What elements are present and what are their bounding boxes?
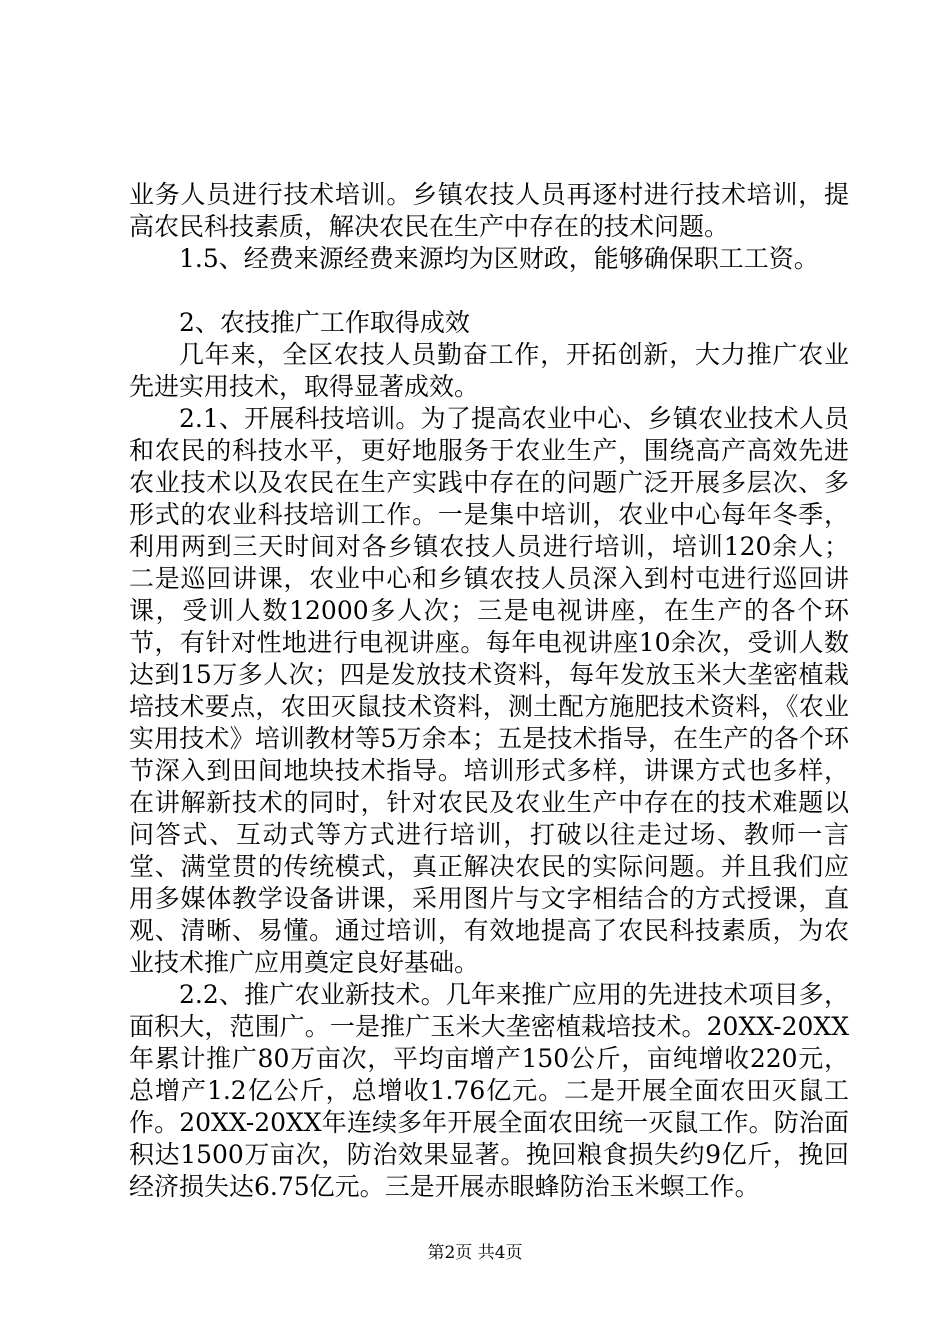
paragraph-tech-training: 2.1、开展科技培训。为了提高农业中心、乡镇农业技术人员和农民的科技水平，更好地服务于农业生产，围绕高产高效先进农业技术以及农民在生产实践中存在的问题广泛开展多层次、多形式的农业科技培训工作。一是集中培训，农业中心每年冬季，利用两到三天时间对各乡镇农技人员进行培训，培训120余人；二是巡回讲课，农业中心和乡镇农技人员深入到村屯进行巡回讲课，受训人数12000多人次；三是电视讲座，在生产的各个环节，有针对性地进行电视讲座。每年电视讲座10余次，受训人数达到15万多人次；四是发放技术资料，每年发放玉米大垄密植栽培技术要点，农田灭鼠技术资料，测土配方施肥技术资料，《农业实用技术》培训教材等5万余本；五是技术指导，在生产的各个环节深入到田间地块技术指导。培训形式多样，讲课方式也多样，在讲解新技术的同时，针对农民及农业生产中存在的技术难题以问答式、互动式等方式进行培训，打破以往走过场、教师一言堂、满堂贯的传统模式，真正解决农民的实际问题。并且我们应用多媒体教学设备讲课，采用图片与文字相结合的方式授课，直观、清晰、易懂。通过培训，有效地提高了农民科技素质，为农业技术推广应用奠定良好基础。 [129, 404, 849, 977]
section-heading-achievements: 2、农技推广工作取得成效 [179, 308, 470, 337]
paragraph-continued-training: 业务人员进行技术培训。乡镇农技人员再逐村进行技术培训，提高农民科技素质，解决农民在生产中存在的技术问题。 [129, 180, 849, 241]
paragraph-funding-source: 1.5、经费来源经费来源均为区财政，能够确保职工工资。 [179, 244, 819, 273]
document-body [129, 179, 849, 1203]
paragraph-new-tech-promotion: 2.2、推广农业新技术。几年来推广应用的先进技术项目多，面积大，范围广。一是推广玉米大垄密植栽培技术。20XX-20XX年累计推广80万亩次，平均亩增产150公斤，亩纯增收220元，总增产1.2亿公斤，总增收1.76亿元。二是开展全面农田灭鼠工作。20XX-20XX年连续多年开展全面农田统一灭鼠工作。防治面积达1500万亩次，防治效果显著。挽回粮食损失约9亿斤，挽回经济损失达6.75亿元。三是开展赤眼蜂防治玉米螟工作。 [129, 980, 849, 1201]
page-number-footer: 第2页 共4页 [427, 1243, 523, 1263]
paragraph-achievements-intro: 几年来，全区农技人员勤奋工作，开拓创新，大力推广农业先进实用技术，取得显著成效。 [129, 340, 849, 401]
